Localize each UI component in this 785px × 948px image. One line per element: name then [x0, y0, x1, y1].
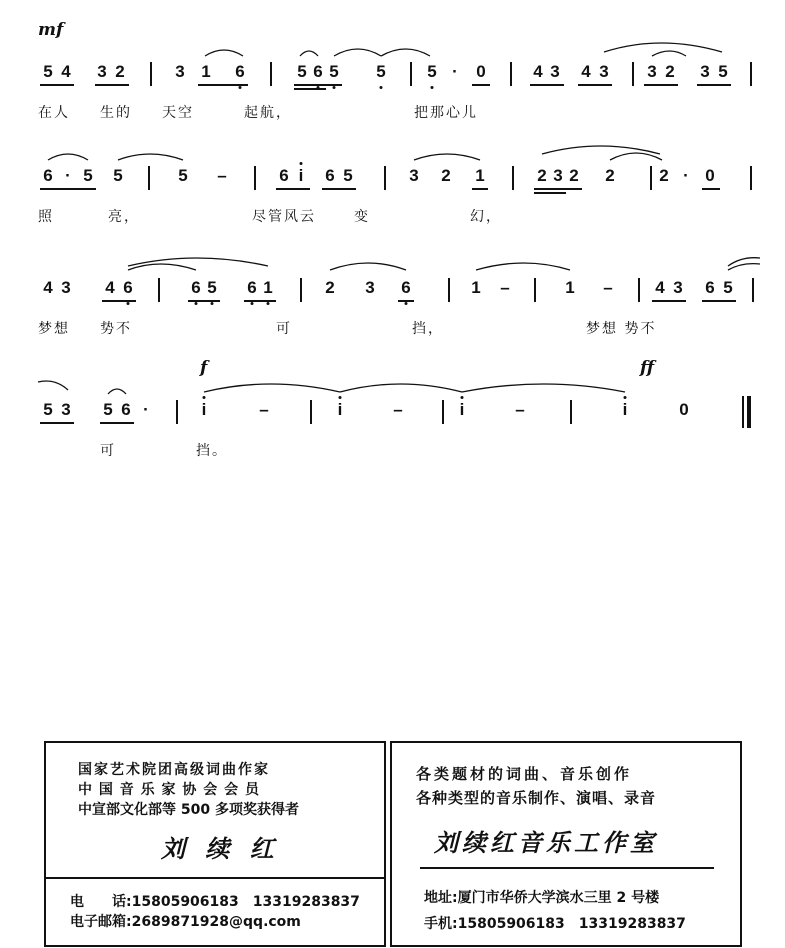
- email-row: 电子邮箱:2689871928@qq.com: [70, 914, 301, 930]
- dynamic-f: f: [200, 358, 208, 378]
- title-line-1: 国家艺术院团高级词曲作家: [78, 762, 270, 778]
- address-row: 地址:厦门市华侨大学滨水三里 2 号楼: [424, 890, 660, 906]
- dynamic-mf: mf: [38, 20, 64, 40]
- mobile-number[interactable]: 15805906183 13319283837: [457, 916, 686, 932]
- studio-name: 刘续红音乐工作室: [434, 828, 658, 857]
- phone-number[interactable]: 15805906183 13319283837: [131, 894, 360, 910]
- services-line-1: 各类题材的词曲、音乐创作: [416, 765, 633, 783]
- email-address[interactable]: 2689871928@qq.com: [131, 914, 301, 930]
- composer-name: 刘 续 红: [161, 834, 280, 863]
- title-line-3: 中宣部文化部等 500 多项奖获得者: [78, 802, 299, 818]
- lyric-line-4: 可 挡。: [100, 443, 228, 459]
- composer-info-box: [44, 741, 386, 947]
- lyric-line-2: 照 亮， 尽管风云 变 幻，: [38, 209, 502, 225]
- address-text: 厦门市华侨大学滨水三里 2 号楼: [457, 890, 660, 906]
- phone-row: 电 话:15805906183 13319283837: [70, 894, 360, 910]
- lyric-line-1: 在人 生的 天空 起航， 把那心儿: [38, 105, 478, 121]
- mobile-row: 手机:15805906183 13319283837: [424, 916, 686, 932]
- studio-info-box: [390, 741, 742, 947]
- dynamic-ff: ff: [640, 358, 655, 378]
- lyric-line-3: 梦想 势不 可 挡， 梦想 势不: [38, 321, 657, 337]
- title-line-2: 中 国 音 乐 家 协 会 会 员: [78, 782, 260, 798]
- services-line-2: 各种类型的音乐制作、演唱、录音: [416, 789, 657, 807]
